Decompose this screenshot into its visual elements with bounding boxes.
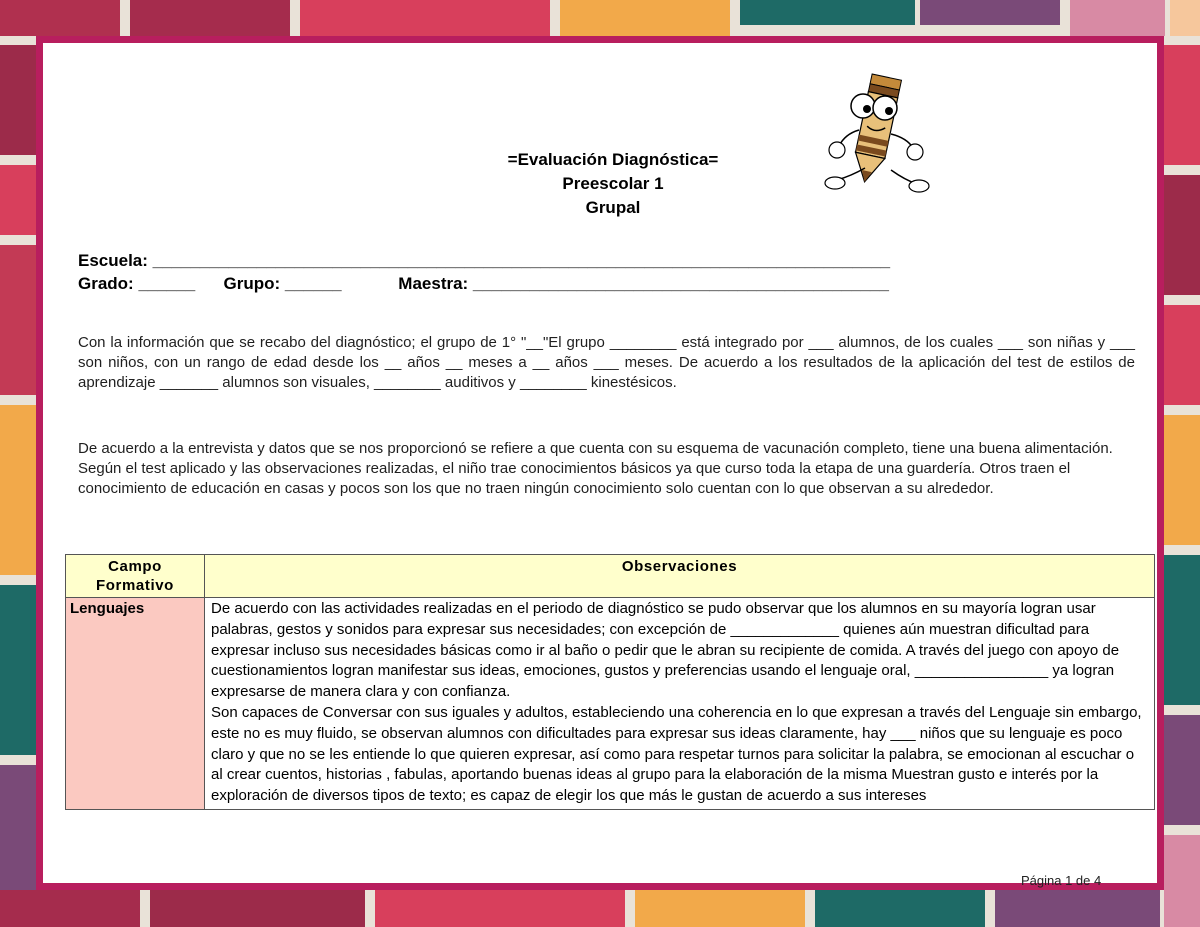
school-field-line: Escuela: ______________________________________________________________________________: [78, 251, 891, 270]
document-page: [36, 36, 1164, 890]
campo-cell: Lenguajes: [66, 598, 205, 810]
observaciones-cell: De acuerdo con las actividades realizadas en el periodo de diagnóstico se pudo observar que los alumnos en su mayoría logran usar palabras, gestos y sonidos para expresar sus necesidades; con excepción de _____________ quienes aún muestran dificultad para expresar incluso sus necesidades básicas como ir al baño o pedir que le abran su recipiente de comida. A través del juego con apoyo de cuestionamientos logran manifestar sus ideas, emociones, gustos y preferencias usando el lenguaje oral, ________________ ya logran expresarse de manera clara y con confianza. Son capaces de Conversar con sus iguales y adultos, estableciendo una coherencia en lo que expresan a través del Lenguaje sin embargo, este no es muy fluido, se observan alumnos con dificultades para expresar sus ideas claramente, hay ___ niños que su lenguaje es poco claro y que no se les entiende lo que quieren expresar, así como para respetar turnos para solicitar la palabra, se emocionan al escuchar o al crear cuentos, historias , fabulas, aportando buenas ideas al grupo para la elaboración de la misma Muestran gusto e interés por la exploración de diversos tipos de texto; es capaz de elegir los que más le gustan de acuerdo a sus intereses: [205, 598, 1155, 810]
page-number: Página 1 de 4: [1021, 873, 1102, 888]
header-observaciones: Observaciones: [205, 555, 1155, 598]
table-row: [66, 598, 1155, 810]
document-subtitle: Preescolar 1: [562, 174, 664, 193]
document-title: =Evaluación Diagnóstica=: [507, 150, 719, 169]
grade-group-teacher-line: Grado: ______ Grupo: ______ Maestra: ____________________________________________: [78, 274, 889, 293]
table-header-row: [66, 555, 1155, 598]
document-type: Grupal: [585, 198, 641, 217]
interview-paragraph: De acuerdo a la entrevista y datos que se nos proporcionó se refiere a que cuenta con su esquema de vacunación completo, tiene una buena alimentación. Según el test aplicado y las observaciones realizadas, el niño trae conocimientos básicos ya que curso toda la etapa de una guardería. Otros traen el conocimiento de educación en casas y pocos son los que no traen ningún conocimiento solo cuentan con lo que observan a su alrededor.: [78, 440, 1113, 497]
header-campo-formativo: Campo Formativo: [66, 555, 205, 598]
intro-paragraph: Con la información que se recabo del diagnóstico; el grupo de 1° "__"El grupo ________ está integrado por ___ alumnos, de los cuales ___ son niñas y ___ son niños, con un rango de edad desde los __ años __ meses a __ años ___ meses. De acuerdo a los resultados de la aplicación del test de estilos de aprendizaje _______ alumnos son visuales, ________ auditivos y ________ kinestésicos.: [78, 334, 1135, 391]
observations-table: [65, 554, 1155, 810]
